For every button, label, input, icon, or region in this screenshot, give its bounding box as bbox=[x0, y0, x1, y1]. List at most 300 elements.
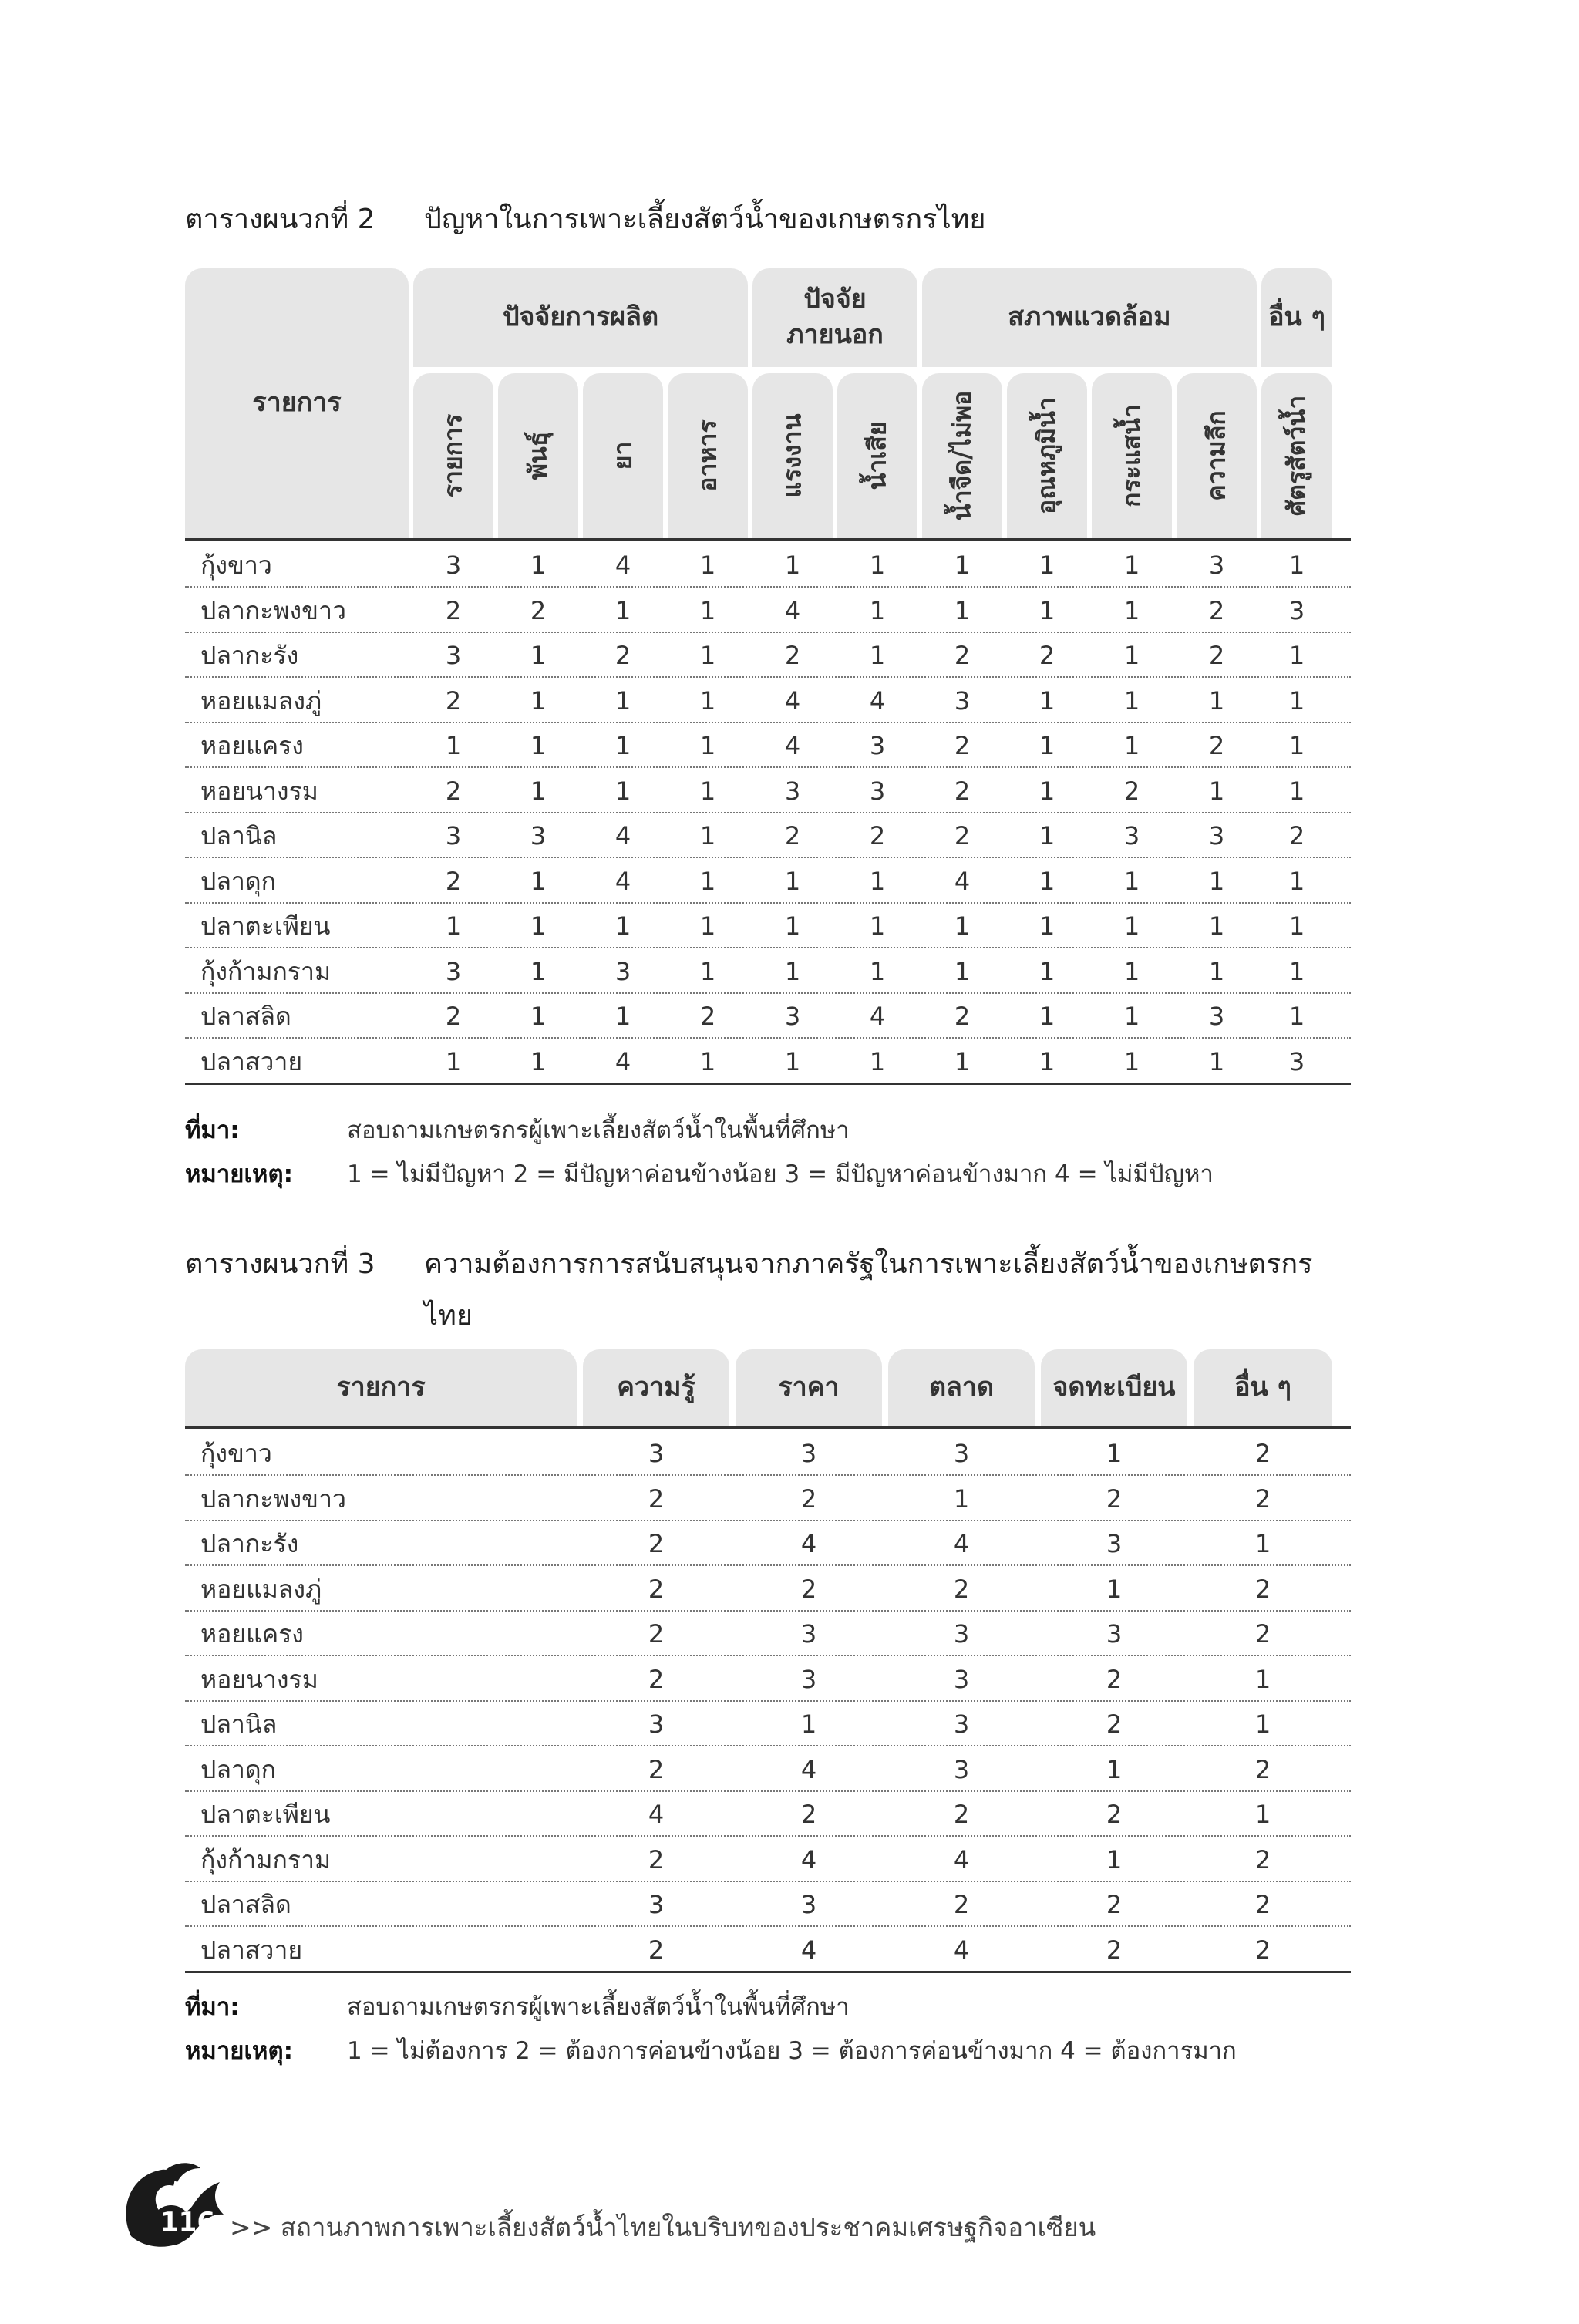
table3-column-header: ความรู้ bbox=[583, 1349, 729, 1426]
table-cell: 4 bbox=[800, 1935, 817, 1965]
table-cell: 1 bbox=[1123, 641, 1140, 670]
table2-column-label: พันธุ์ bbox=[523, 431, 553, 480]
table-cell: 1 bbox=[699, 1046, 716, 1076]
table-cell: 4 bbox=[800, 1844, 817, 1874]
row-label: ปลาสวาย bbox=[200, 1046, 303, 1076]
table-cell: 2 bbox=[1254, 1619, 1271, 1649]
table3-column-header: จดทะเบียน bbox=[1041, 1349, 1187, 1426]
table-cell: 2 bbox=[648, 1844, 665, 1874]
table-cell: 2 bbox=[800, 1484, 817, 1514]
table-cell: 3 bbox=[954, 685, 971, 716]
table-cell: 1 bbox=[1039, 776, 1055, 806]
table-row bbox=[185, 857, 1351, 904]
table-cell: 1 bbox=[699, 866, 716, 896]
table-cell: 4 bbox=[648, 1800, 665, 1829]
table2-column-label: อุณหภูมิน้ำ bbox=[1032, 396, 1062, 515]
table-cell: 2 bbox=[1288, 821, 1305, 850]
table-cell: 1 bbox=[1123, 1046, 1140, 1076]
table-cell: 1 bbox=[530, 1046, 547, 1076]
table-cell: 3 bbox=[1106, 1619, 1123, 1649]
table-cell: 1 bbox=[699, 821, 716, 850]
row-label: ปลาตะเพียน bbox=[200, 911, 331, 941]
table-cell: 1 bbox=[1254, 1664, 1271, 1694]
table-cell: 3 bbox=[648, 1439, 665, 1468]
table-cell: 4 bbox=[784, 731, 801, 760]
table-row bbox=[185, 902, 1351, 948]
table-cell: 1 bbox=[1254, 1709, 1271, 1739]
table3-number: ตารางผนวกที่ 3 bbox=[185, 1248, 375, 1280]
table-row bbox=[185, 677, 1351, 723]
table-cell: 3 bbox=[800, 1664, 817, 1694]
table-row bbox=[185, 722, 1351, 768]
row-label: กุ้งขาว bbox=[200, 1439, 272, 1468]
table-cell: 2 bbox=[1208, 731, 1225, 760]
row-label: กุ้งขาว bbox=[200, 551, 272, 580]
table-cell: 2 bbox=[1254, 1890, 1271, 1919]
table2-column-header bbox=[837, 373, 917, 538]
table-cell: 1 bbox=[1208, 866, 1225, 896]
table2 bbox=[185, 268, 1351, 1086]
table-cell: 1 bbox=[800, 1709, 817, 1739]
table3-title-line2: ไทย bbox=[424, 1300, 473, 1332]
table-cell: 2 bbox=[1254, 1439, 1271, 1468]
table-cell: 1 bbox=[530, 956, 547, 986]
table-cell: 2 bbox=[784, 641, 801, 670]
table-cell: 3 bbox=[530, 821, 547, 850]
table2-column-header bbox=[752, 373, 833, 538]
table-cell: 4 bbox=[784, 685, 801, 716]
table-cell: 1 bbox=[614, 595, 631, 625]
table-cell: 2 bbox=[800, 1574, 817, 1604]
table3-column-header: อื่น ๆ bbox=[1194, 1349, 1332, 1426]
table-cell: 2 bbox=[445, 1002, 462, 1031]
table-cell: 4 bbox=[614, 866, 631, 896]
table-row bbox=[185, 1655, 1351, 1702]
row-label: ปลาดุก bbox=[200, 866, 277, 896]
row-label: หอยแครง bbox=[200, 1619, 304, 1649]
table-cell: 4 bbox=[614, 821, 631, 850]
row-label: ปลานิล bbox=[200, 821, 278, 850]
table-row bbox=[185, 1700, 1351, 1746]
table2-remark-label: หมายเหตุ: bbox=[185, 1160, 293, 1188]
row-label: กุ้งก้ามกราม bbox=[200, 1844, 332, 1874]
table-cell: 2 bbox=[1106, 1890, 1123, 1919]
table2-column-label: น้ำเสีย bbox=[862, 421, 892, 490]
table-cell: 1 bbox=[869, 911, 886, 941]
table-cell: 2 bbox=[1208, 595, 1225, 625]
table-cell: 4 bbox=[953, 1935, 970, 1965]
table-cell: 3 bbox=[1288, 595, 1305, 625]
table-cell: 3 bbox=[953, 1439, 970, 1468]
table-cell: 2 bbox=[1106, 1935, 1123, 1965]
table-cell: 1 bbox=[1288, 956, 1305, 986]
table-row bbox=[185, 541, 1351, 588]
table2-column-label: น้ำจืด/ไม่พอ bbox=[947, 390, 977, 521]
table-cell: 2 bbox=[1039, 641, 1055, 670]
table2-remark-text: 1 = ไม่มีปัญหา 2 = มีปัญหาค่อนข้างน้อย 3 = มีปัญหาค่อนข้างมาก 4 = ไม่มีปัญหา bbox=[347, 1160, 1214, 1188]
table-cell: 1 bbox=[1208, 911, 1225, 941]
table-cell: 2 bbox=[648, 1664, 665, 1694]
table3-column-header: ราคา bbox=[736, 1349, 882, 1426]
table-cell: 1 bbox=[869, 595, 886, 625]
table3-row-header: รายการ bbox=[185, 1349, 577, 1426]
table-cell: 1 bbox=[1288, 641, 1305, 670]
table-cell: 3 bbox=[953, 1754, 970, 1784]
table-cell: 2 bbox=[869, 821, 886, 850]
table-cell: 1 bbox=[869, 956, 886, 986]
table-cell: 1 bbox=[1039, 821, 1055, 850]
table-cell: 1 bbox=[1106, 1574, 1123, 1604]
table-cell: 2 bbox=[1254, 1935, 1271, 1965]
table-cell: 3 bbox=[1208, 551, 1225, 580]
table-cell: 1 bbox=[1039, 551, 1055, 580]
table-cell: 3 bbox=[800, 1619, 817, 1649]
table-cell: 1 bbox=[699, 731, 716, 760]
table-cell: 1 bbox=[1039, 685, 1055, 716]
table-cell: 4 bbox=[800, 1529, 817, 1558]
table-cell: 2 bbox=[953, 1574, 970, 1604]
table2-row-header: รายการ bbox=[185, 268, 409, 538]
table-cell: 1 bbox=[1106, 1844, 1123, 1874]
table2-column-label: อาหาร bbox=[692, 419, 722, 492]
table-row bbox=[185, 767, 1351, 813]
table-cell: 3 bbox=[869, 731, 886, 760]
table-cell: 1 bbox=[1208, 1046, 1225, 1076]
table-cell: 1 bbox=[1288, 1002, 1305, 1031]
table3-header-rule bbox=[185, 1426, 1351, 1429]
table2-column-header bbox=[1092, 373, 1172, 538]
table-cell: 1 bbox=[1288, 685, 1305, 716]
table-row bbox=[185, 812, 1351, 858]
table-cell: 2 bbox=[1254, 1754, 1271, 1784]
table2-column-label: กระแสน้ำ bbox=[1116, 404, 1146, 507]
table-cell: 2 bbox=[648, 1619, 665, 1649]
table-cell: 1 bbox=[1123, 956, 1140, 986]
table-cell: 3 bbox=[784, 1002, 801, 1031]
table-cell: 1 bbox=[954, 551, 971, 580]
table-cell: 1 bbox=[1123, 731, 1140, 760]
table-row bbox=[185, 1430, 1351, 1476]
table-cell: 2 bbox=[648, 1935, 665, 1965]
table-row bbox=[185, 1565, 1351, 1612]
table-cell: 1 bbox=[784, 551, 801, 580]
table-row bbox=[185, 992, 1351, 1039]
table-row bbox=[185, 1836, 1351, 1882]
table-cell: 3 bbox=[1288, 1046, 1305, 1076]
table-row bbox=[185, 1038, 1351, 1085]
page-number: 116 bbox=[160, 2207, 215, 2238]
table-cell: 2 bbox=[1106, 1664, 1123, 1694]
table-cell: 1 bbox=[1039, 731, 1055, 760]
table-cell: 1 bbox=[953, 1484, 970, 1514]
table-cell: 2 bbox=[953, 1890, 970, 1919]
table-cell: 2 bbox=[1254, 1484, 1271, 1514]
table-row bbox=[185, 1610, 1351, 1656]
table-cell: 4 bbox=[614, 1046, 631, 1076]
row-label: ปลากะรัง bbox=[200, 1529, 299, 1558]
table-cell: 1 bbox=[445, 731, 462, 760]
table2-caption bbox=[185, 197, 985, 241]
table-cell: 2 bbox=[954, 1002, 971, 1031]
table3-source-label: ที่มา: bbox=[185, 1993, 240, 2021]
table2-column-header bbox=[498, 373, 578, 538]
table-cell: 1 bbox=[869, 1046, 886, 1076]
table-cell: 1 bbox=[699, 551, 716, 580]
table2-group-header: ปัจจัยการผลิต bbox=[413, 268, 748, 367]
table-cell: 2 bbox=[1254, 1574, 1271, 1604]
table-cell: 2 bbox=[1106, 1800, 1123, 1829]
table-cell: 1 bbox=[1039, 1002, 1055, 1031]
table2-column-label: แรงงาน bbox=[777, 413, 807, 498]
table-cell: 2 bbox=[1208, 641, 1225, 670]
table-cell: 1 bbox=[1208, 685, 1225, 716]
table2-column-header bbox=[1261, 373, 1332, 538]
table-cell: 3 bbox=[648, 1709, 665, 1739]
row-label: ปลากะพงขาว bbox=[200, 1484, 346, 1514]
table-cell: 1 bbox=[1208, 776, 1225, 806]
table-cell: 1 bbox=[869, 641, 886, 670]
table-cell: 1 bbox=[530, 641, 547, 670]
table-cell: 2 bbox=[648, 1754, 665, 1784]
table2-column-header bbox=[583, 373, 663, 538]
table-cell: 3 bbox=[614, 956, 631, 986]
table-cell: 1 bbox=[445, 1046, 462, 1076]
table2-remark bbox=[185, 1154, 1214, 1193]
table-cell: 1 bbox=[1288, 866, 1305, 896]
table-cell: 1 bbox=[1106, 1439, 1123, 1468]
row-label: หอยนางรม bbox=[200, 776, 318, 806]
table-cell: 1 bbox=[614, 685, 631, 716]
table-cell: 1 bbox=[1123, 551, 1140, 580]
table-cell: 3 bbox=[869, 776, 886, 806]
table-cell: 2 bbox=[699, 1002, 716, 1031]
table-cell: 3 bbox=[800, 1890, 817, 1919]
row-label: ปลาสลิด bbox=[200, 1002, 291, 1031]
footer-running-title: >> สถานภาพการเพาะเลี้ยงสัตว์น้ำไทยในบริบทของประชาคมเศรษฐกิจอาเซียน bbox=[230, 2212, 1096, 2242]
table-cell: 2 bbox=[953, 1800, 970, 1829]
table-cell: 1 bbox=[614, 911, 631, 941]
table-cell: 2 bbox=[1254, 1844, 1271, 1874]
table2-column-label: ยา bbox=[608, 441, 638, 470]
table-cell: 4 bbox=[614, 551, 631, 580]
table2-number: ตารางผนวกที่ 2 bbox=[185, 204, 375, 235]
table-cell: 2 bbox=[648, 1484, 665, 1514]
table-cell: 1 bbox=[1254, 1800, 1271, 1829]
table-cell: 2 bbox=[954, 821, 971, 850]
table-cell: 1 bbox=[1288, 776, 1305, 806]
table-cell: 2 bbox=[445, 776, 462, 806]
table-row bbox=[185, 1926, 1351, 1973]
table-cell: 3 bbox=[1123, 821, 1140, 850]
table-cell: 3 bbox=[445, 956, 462, 986]
table-cell: 1 bbox=[699, 685, 716, 716]
table-cell: 1 bbox=[445, 911, 462, 941]
table-cell: 1 bbox=[954, 956, 971, 986]
table-cell: 1 bbox=[1106, 1754, 1123, 1784]
table-cell: 4 bbox=[784, 595, 801, 625]
table-cell: 3 bbox=[445, 821, 462, 850]
row-label: หอยนางรม bbox=[200, 1664, 318, 1694]
table3-caption bbox=[185, 1241, 1313, 1285]
table-cell: 1 bbox=[699, 911, 716, 941]
table2-source bbox=[185, 1110, 850, 1149]
table-cell: 1 bbox=[1039, 866, 1055, 896]
table-row bbox=[185, 948, 1351, 994]
row-label: ปลานิล bbox=[200, 1709, 278, 1739]
table-cell: 1 bbox=[784, 866, 801, 896]
table3-source-text: สอบถามเกษตรกรผู้เพาะเลี้ยงสัตว์น้ำในพื้นที่ศึกษา bbox=[347, 1993, 850, 2021]
table2-column-label: รายการ bbox=[438, 413, 468, 498]
row-label: ปลาดุก bbox=[200, 1754, 277, 1784]
row-label: ปลาสวาย bbox=[200, 1935, 303, 1965]
table3-source bbox=[185, 1987, 850, 2026]
table-cell: 3 bbox=[953, 1709, 970, 1739]
table-cell: 2 bbox=[800, 1800, 817, 1829]
table-cell: 1 bbox=[614, 731, 631, 760]
table-cell: 1 bbox=[530, 685, 547, 716]
table2-group-header: อื่น ๆ bbox=[1261, 268, 1332, 367]
table-cell: 1 bbox=[784, 1046, 801, 1076]
table-cell: 3 bbox=[1208, 1002, 1225, 1031]
table-cell: 2 bbox=[614, 641, 631, 670]
table2-source-text: สอบถามเกษตรกรผู้เพาะเลี้ยงสัตว์น้ำในพื้นที่ศึกษา bbox=[347, 1117, 850, 1144]
table-cell: 2 bbox=[954, 731, 971, 760]
table-cell: 1 bbox=[954, 595, 971, 625]
row-label: ปลาตะเพียน bbox=[200, 1800, 331, 1829]
table-cell: 4 bbox=[869, 685, 886, 716]
table-cell: 2 bbox=[648, 1574, 665, 1604]
table3-remark-label: หมายเหตุ: bbox=[185, 2037, 293, 2065]
table-cell: 1 bbox=[699, 776, 716, 806]
table-cell: 2 bbox=[1106, 1484, 1123, 1514]
table-row bbox=[185, 1475, 1351, 1521]
row-label: ปลากะพงขาว bbox=[200, 595, 346, 625]
table-cell: 2 bbox=[530, 595, 547, 625]
table-cell: 3 bbox=[953, 1664, 970, 1694]
table-cell: 4 bbox=[953, 1529, 970, 1558]
table-cell: 2 bbox=[648, 1529, 665, 1558]
table-cell: 4 bbox=[800, 1754, 817, 1784]
table-cell: 2 bbox=[445, 685, 462, 716]
table2-source-label: ที่มา: bbox=[185, 1117, 240, 1144]
table-cell: 1 bbox=[614, 776, 631, 806]
table-cell: 1 bbox=[699, 641, 716, 670]
table2-column-header bbox=[1007, 373, 1087, 538]
table-cell: 3 bbox=[648, 1890, 665, 1919]
row-label: ปลากะรัง bbox=[200, 641, 299, 670]
table-cell: 2 bbox=[1106, 1709, 1123, 1739]
row-label: หอยแมลงภู่ bbox=[200, 1574, 322, 1604]
table-cell: 2 bbox=[445, 595, 462, 625]
table3-title-line1: ความต้องการการสนับสนุนจากภาครัฐในการเพาะเลี้ยงสัตว์น้ำของเกษตรกร bbox=[424, 1248, 1313, 1280]
table-cell: 1 bbox=[530, 776, 547, 806]
table2-column-header bbox=[413, 373, 493, 538]
table-cell: 1 bbox=[869, 866, 886, 896]
table-cell: 1 bbox=[1039, 911, 1055, 941]
table-cell: 3 bbox=[445, 551, 462, 580]
table-cell: 4 bbox=[954, 866, 971, 896]
row-label: กุ้งก้ามกราม bbox=[200, 956, 332, 986]
table-cell: 1 bbox=[530, 866, 547, 896]
table-cell: 2 bbox=[784, 821, 801, 850]
row-label: หอยแมลงภู่ bbox=[200, 685, 322, 716]
row-label: ปลาสลิด bbox=[200, 1890, 291, 1919]
table3-remark-text: 1 = ไม่ต้องการ 2 = ต้องการค่อนข้างน้อย 3 = ต้องการค่อนข้างมาก 4 = ต้องการมาก bbox=[347, 2037, 1237, 2065]
table-row bbox=[185, 1520, 1351, 1566]
table-row bbox=[185, 632, 1351, 678]
table2-header-rule bbox=[185, 538, 1351, 541]
page-footer bbox=[116, 2151, 1118, 2252]
table-cell: 1 bbox=[1254, 1529, 1271, 1558]
table-cell: 1 bbox=[699, 595, 716, 625]
table-cell: 3 bbox=[784, 776, 801, 806]
table-cell: 2 bbox=[1123, 776, 1140, 806]
table-row bbox=[185, 1881, 1351, 1927]
table-cell: 1 bbox=[530, 551, 547, 580]
table-cell: 1 bbox=[784, 911, 801, 941]
table-cell: 1 bbox=[1039, 1046, 1055, 1076]
row-label: หอยแครง bbox=[200, 731, 304, 760]
table-cell: 3 bbox=[800, 1439, 817, 1468]
table-cell: 1 bbox=[869, 551, 886, 580]
table-cell: 3 bbox=[1106, 1529, 1123, 1558]
table-cell: 1 bbox=[1039, 956, 1055, 986]
table-cell: 1 bbox=[530, 1002, 547, 1031]
table-cell: 2 bbox=[954, 641, 971, 670]
table-cell: 1 bbox=[1288, 911, 1305, 941]
table-cell: 1 bbox=[1123, 1002, 1140, 1031]
table2-title: ปัญหาในการเพาะเลี้ยงสัตว์น้ำของเกษตรกรไทย bbox=[424, 204, 986, 235]
table-cell: 1 bbox=[954, 911, 971, 941]
table2-column-header bbox=[1177, 373, 1257, 538]
table-cell: 1 bbox=[530, 911, 547, 941]
table-row bbox=[185, 1746, 1351, 1792]
table-row bbox=[185, 587, 1351, 633]
table-cell: 1 bbox=[614, 1002, 631, 1031]
table-cell: 2 bbox=[445, 866, 462, 896]
table-cell: 1 bbox=[1039, 595, 1055, 625]
table2-group-header: ปัจจัย ภายนอก bbox=[752, 268, 917, 367]
table-cell: 1 bbox=[1123, 911, 1140, 941]
table2-group-header: สภาพแวดล้อม bbox=[922, 268, 1257, 367]
table-cell: 3 bbox=[1208, 821, 1225, 850]
table-cell: 1 bbox=[1123, 595, 1140, 625]
table-cell: 3 bbox=[445, 641, 462, 670]
table-cell: 1 bbox=[1123, 685, 1140, 716]
table-cell: 1 bbox=[1288, 731, 1305, 760]
table-cell: 4 bbox=[953, 1844, 970, 1874]
table-cell: 1 bbox=[530, 731, 547, 760]
table3 bbox=[185, 1349, 1351, 1982]
table3-remark bbox=[185, 2031, 1237, 2070]
table-cell: 1 bbox=[1288, 551, 1305, 580]
table-cell: 3 bbox=[953, 1619, 970, 1649]
table-cell: 1 bbox=[1208, 956, 1225, 986]
table-cell: 1 bbox=[954, 1046, 971, 1076]
table-cell: 1 bbox=[1123, 866, 1140, 896]
table-cell: 2 bbox=[954, 776, 971, 806]
table2-column-label: ศัตรูสัตว์น้ำ bbox=[1281, 395, 1311, 517]
table-cell: 4 bbox=[869, 1002, 886, 1031]
table-row bbox=[185, 1790, 1351, 1837]
table-cell: 1 bbox=[784, 956, 801, 986]
table2-column-label: ความลึก bbox=[1201, 410, 1231, 501]
table-cell: 1 bbox=[699, 956, 716, 986]
table2-column-header bbox=[922, 373, 1002, 538]
table3-column-header: ตลาด bbox=[888, 1349, 1035, 1426]
table2-column-header bbox=[668, 373, 748, 538]
table3-caption-line2 bbox=[185, 1293, 473, 1337]
